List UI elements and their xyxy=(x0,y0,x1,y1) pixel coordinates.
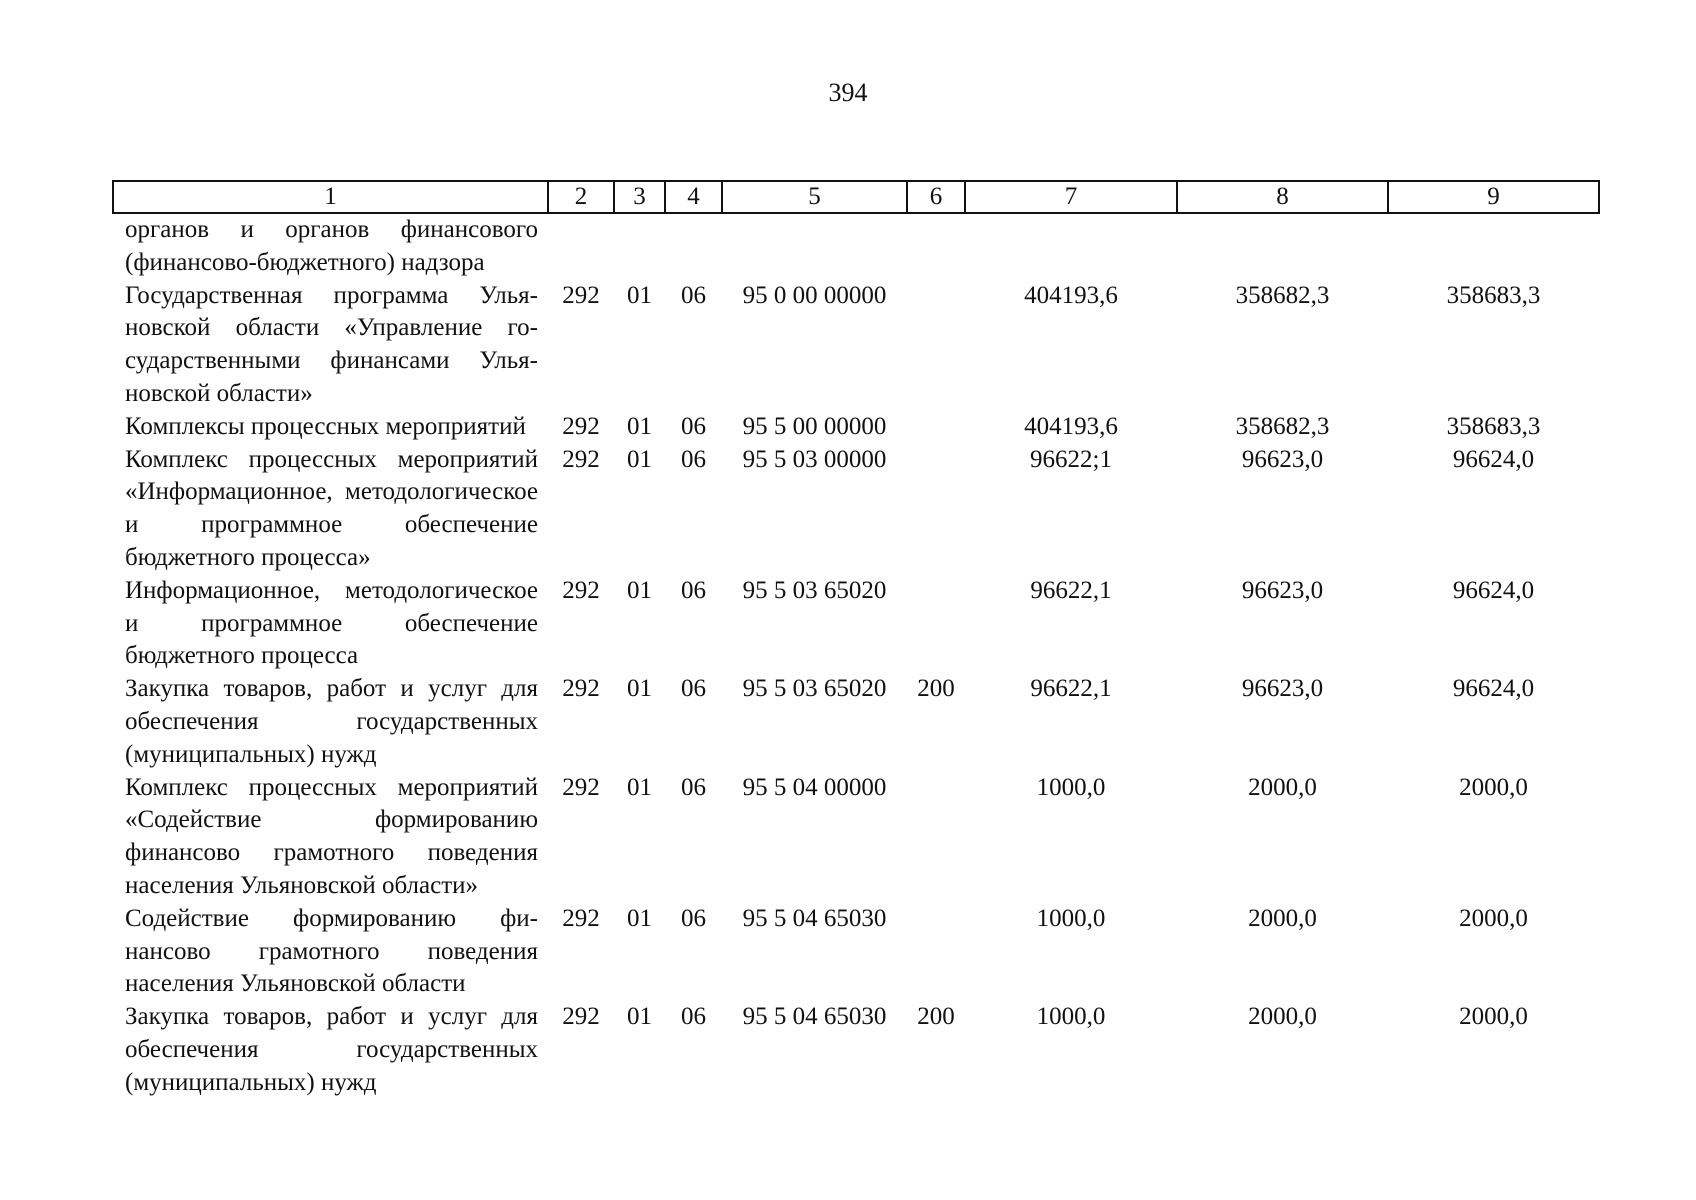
table-row xyxy=(113,444,1599,575)
row-section: 01 xyxy=(627,281,652,309)
row-value-col8: 96623,0 xyxy=(1241,675,1324,703)
header-row xyxy=(113,181,1599,213)
row-expense-type xyxy=(907,575,965,673)
row-target-article: 95 5 04 65030 xyxy=(742,904,887,932)
row-name: органов и органов финансового (финансово-бюджетного) надзора xyxy=(125,216,538,276)
row-admin-code: 292 xyxy=(562,1003,600,1031)
row-section: 01 xyxy=(627,412,652,440)
row-target-article: 95 0 00 00000 xyxy=(742,281,887,309)
row-value-col9: 358683,3 xyxy=(1446,412,1541,440)
budget-table xyxy=(112,180,1600,1100)
row-target-article: 95 5 00 00000 xyxy=(742,412,887,440)
row-expense-type: 200 xyxy=(917,675,955,703)
row-section: 01 xyxy=(627,1003,652,1031)
table-row xyxy=(113,213,1599,280)
row-value-col7: 404193,6 xyxy=(1024,281,1118,309)
row-expense-type xyxy=(907,411,965,444)
row-value-col7: 96622;1 xyxy=(1030,445,1112,473)
row-value-col9: 2000,0 xyxy=(1459,1003,1528,1031)
budget-table-wrapper xyxy=(112,180,1598,1100)
row-value-col8: 2000,0 xyxy=(1248,773,1317,801)
row-subsection: 06 xyxy=(681,1003,706,1031)
row-section: 01 xyxy=(627,445,652,473)
row-subsection: 06 xyxy=(681,412,706,440)
row-name: Комплекс процессных мероприятий «Содействие формированию финансово грамотного поведения населения Ульяновской области» xyxy=(125,773,538,899)
header-col-7: 7 xyxy=(965,181,1177,213)
row-value-col7: 96622,1 xyxy=(1030,675,1112,703)
row-target-article: 95 5 04 65030 xyxy=(742,1003,887,1031)
table-row xyxy=(113,1001,1599,1099)
row-admin-code: 292 xyxy=(562,281,600,309)
row-value-col8: 96623,0 xyxy=(1241,576,1324,604)
header-col-6: 6 xyxy=(907,181,965,213)
row-value-col9: 2000,0 xyxy=(1459,904,1528,932)
row-target-article: 95 5 03 65020 xyxy=(742,675,887,703)
row-expense-type xyxy=(907,772,965,903)
row-expense-type xyxy=(907,280,965,411)
row-value-col9: 96624,0 xyxy=(1452,576,1535,604)
row-admin-code: 292 xyxy=(562,445,600,473)
row-subsection xyxy=(665,213,722,280)
header-col-1: 1 xyxy=(113,181,548,213)
table-row xyxy=(113,575,1599,673)
row-section: 01 xyxy=(627,773,652,801)
row-name: Информационное, методологическое и программное обеспечение бюджетного процесса xyxy=(125,576,538,670)
row-value-col8: 2000,0 xyxy=(1248,1003,1317,1031)
table-row xyxy=(113,673,1599,771)
row-value-col7: 96622,1 xyxy=(1030,576,1112,604)
row-value-col9: 358683,3 xyxy=(1446,281,1541,309)
row-value-col9 xyxy=(1388,213,1599,280)
row-value-col8: 96623,0 xyxy=(1241,445,1324,473)
page-number: 394 xyxy=(828,78,868,107)
row-section xyxy=(614,213,665,280)
row-value-col7: 1000,0 xyxy=(1036,904,1106,932)
row-value-col8: 358682,3 xyxy=(1235,412,1330,440)
row-expense-type xyxy=(907,444,965,575)
row-value-col7 xyxy=(965,213,1177,280)
row-value-col8 xyxy=(1177,213,1388,280)
header-col-2: 2 xyxy=(548,181,614,213)
row-name: Комплекс процессных мероприятий «Информационное, методологическое и программное обеспечение бюджетного процесса» xyxy=(125,445,538,571)
row-section: 01 xyxy=(627,904,652,932)
table-body xyxy=(113,213,1599,1100)
table-row xyxy=(113,903,1599,1001)
row-admin-code: 292 xyxy=(562,576,600,604)
header-col-8: 8 xyxy=(1177,181,1388,213)
row-name: Государственная программа Ульяновской области «Управление государственными финансами Ульяновской области» xyxy=(125,281,538,407)
row-admin-code: 292 xyxy=(562,904,600,932)
row-expense-type xyxy=(907,213,965,280)
row-admin-code xyxy=(548,213,614,280)
row-subsection: 06 xyxy=(681,576,706,604)
row-subsection: 06 xyxy=(681,281,706,309)
row-target-article: 95 5 03 65020 xyxy=(742,576,887,604)
table-row xyxy=(113,280,1599,411)
row-value-col9: 96624,0 xyxy=(1452,445,1535,473)
row-target-article: 95 5 04 00000 xyxy=(742,773,887,801)
row-value-col7: 404193,6 xyxy=(1024,412,1118,440)
row-target-article: 95 5 03 00000 xyxy=(742,445,887,473)
row-section: 01 xyxy=(627,576,652,604)
row-value-col9: 2000,0 xyxy=(1459,773,1528,801)
row-admin-code: 292 xyxy=(562,412,600,440)
row-subsection: 06 xyxy=(681,773,706,801)
table-row xyxy=(113,772,1599,903)
row-value-col7: 1000,0 xyxy=(1036,773,1106,801)
row-subsection: 06 xyxy=(681,445,706,473)
row-value-col9: 96624,0 xyxy=(1452,675,1535,703)
row-name: Закупка товаров, работ и услуг для обеспечения государственных (муниципальных) нужд xyxy=(125,1003,538,1096)
header-col-3: 3 xyxy=(614,181,665,213)
row-subsection: 06 xyxy=(681,904,706,932)
row-subsection: 06 xyxy=(681,675,706,703)
row-value-col7: 1000,0 xyxy=(1036,1003,1106,1031)
row-expense-type xyxy=(907,903,965,1001)
row-value-col8: 358682,3 xyxy=(1235,281,1330,309)
row-name: Закупка товаров, работ и услуг для обеспечения государственных (муниципальных) нужд xyxy=(125,675,538,768)
row-admin-code: 292 xyxy=(562,675,600,703)
row-expense-type: 200 xyxy=(917,1003,955,1031)
header-col-9: 9 xyxy=(1388,181,1599,213)
row-section: 01 xyxy=(627,675,652,703)
header-col-4: 4 xyxy=(665,181,722,213)
row-value-col8: 2000,0 xyxy=(1248,904,1317,932)
row-name: Содействие формированию финансово грамотного поведения населения Ульяновской области xyxy=(125,904,538,998)
header-col-5: 5 xyxy=(722,181,907,213)
table-row xyxy=(113,411,1599,444)
row-admin-code: 292 xyxy=(562,773,600,801)
row-name: Комплексы процессных мероприятий xyxy=(125,412,526,440)
row-target-article xyxy=(722,213,907,280)
